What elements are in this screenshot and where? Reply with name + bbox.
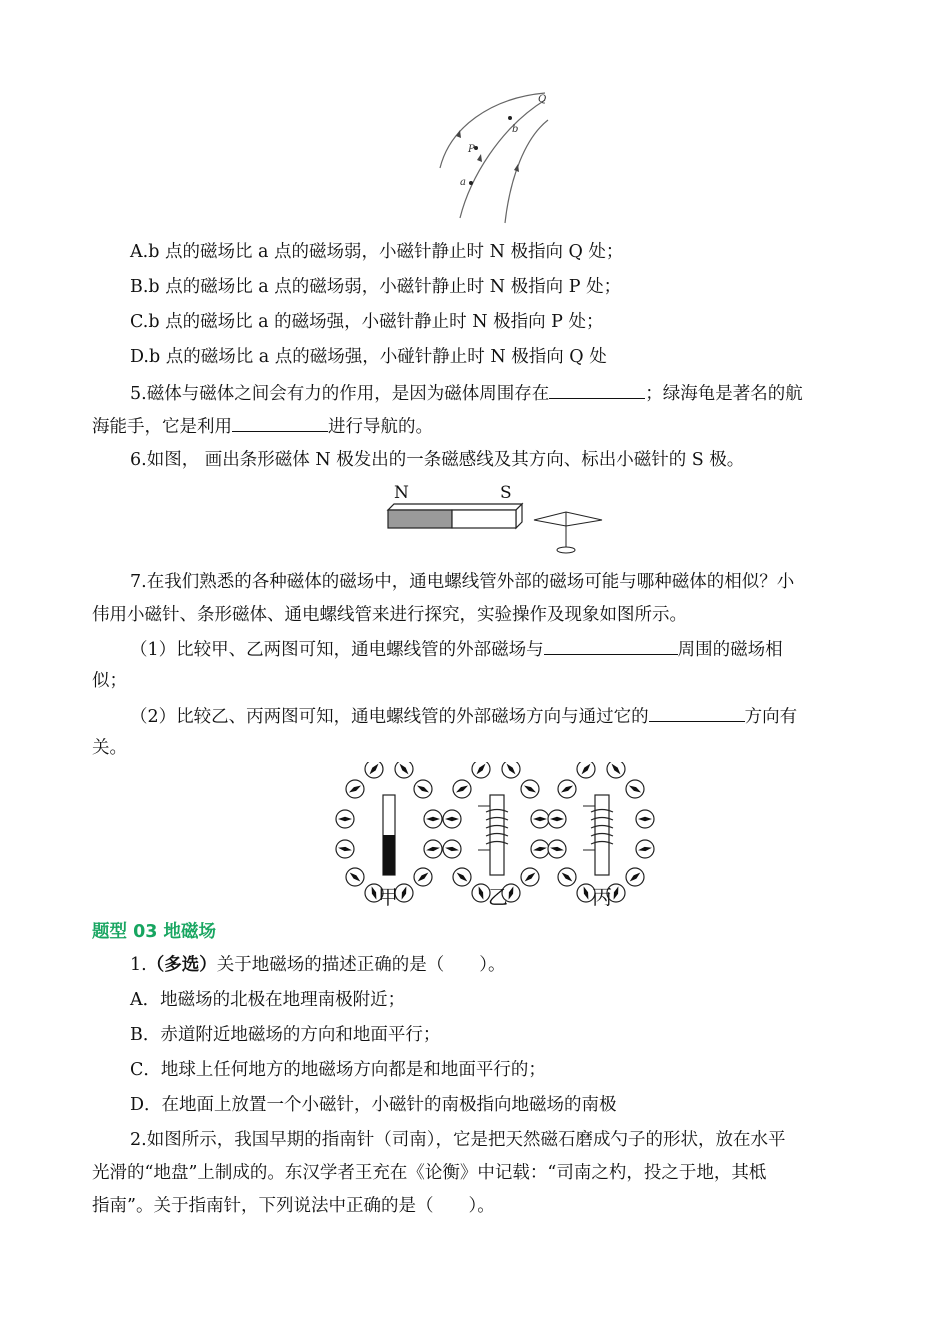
compass-icon	[548, 810, 566, 828]
q1-option-b: B．赤道附近地磁场的方向和地面平行；	[130, 1025, 441, 1045]
q7-sub2-text-b: 方向有	[744, 707, 798, 727]
answer-blank[interactable]	[232, 413, 328, 432]
q5-text-d: 进行导航的。	[328, 417, 433, 437]
q7-sub1-cont: 似；	[92, 671, 127, 691]
solenoid-compass-figure	[330, 762, 662, 910]
q2-line3: 指南”。关于指南针，下列说法中正确的是（ ）。	[92, 1196, 495, 1216]
q2-line2: 光滑的“地盘”上制成的。东汉学者王充在《论衡》中记载：“司南之杓，投之于地，其柢	[92, 1163, 767, 1183]
label-b: b	[512, 124, 519, 135]
compass-icon	[607, 762, 625, 778]
q4-option-c: C.b 点的磁场比 a 的磁场强，小磁针静止时 N 极指向 P 处；	[130, 312, 604, 332]
compass-icon	[395, 762, 413, 778]
q5-text-a: 5.磁体与磁体之间会有力的作用，是因为磁体周围存在	[130, 384, 550, 404]
q7-sub1-text-b: 周围的磁场相	[677, 640, 783, 660]
q1-option-c: C．地球上任何地方的地磁场方向都是和地面平行的；	[130, 1060, 546, 1080]
compass-icon	[531, 840, 549, 858]
compass-icon	[336, 840, 354, 858]
solenoid-yi	[478, 795, 508, 875]
q7-sub2-text-a: （2）比较乙、丙两图可知，通电螺线管的外部磁场方向与通过它的	[130, 707, 649, 727]
compass-icon	[548, 840, 566, 858]
q2-line1: 2.如图所示，我国早期的指南针（司南），它是把天然磁石磨成勺子的形状，放在水平	[130, 1130, 786, 1150]
compass-icon	[558, 780, 576, 798]
magnet-s-half	[452, 510, 516, 528]
answer-blank[interactable]	[649, 703, 745, 722]
q4-option-a: A.b 点的磁场比 a 点的磁场弱，小磁针静止时 N 极指向 Q 处；	[130, 242, 624, 262]
section-heading: 题型 03 地磁场	[92, 922, 217, 942]
compass-base	[557, 547, 575, 553]
q5-text-b: ；绿海龟是著名的航	[645, 384, 803, 404]
compass-icon	[346, 868, 364, 886]
compass-icon	[577, 762, 595, 778]
label-a: a	[460, 177, 466, 188]
q1-stem	[130, 953, 505, 977]
compass-needle	[534, 512, 602, 526]
q7-sub2	[130, 703, 797, 729]
label-bing: 丙	[592, 885, 612, 909]
compass-icon	[521, 780, 539, 798]
q1-option-d: D．在地面上放置一个小磁针，小磁针的南极指向地磁场的南极	[130, 1095, 617, 1115]
bar-magnet-dark-half	[383, 835, 395, 875]
bar-magnet-figure	[384, 478, 608, 558]
compass-icon	[472, 762, 490, 778]
q5-line1	[130, 380, 803, 406]
q5-text-c: 海能手，它是利用	[92, 417, 232, 437]
magnet-n-half	[388, 510, 452, 528]
answer-blank[interactable]	[544, 636, 678, 655]
compass-icon	[346, 780, 364, 798]
compass-icon	[443, 810, 461, 828]
compass-icon	[636, 840, 654, 858]
compass-icon	[336, 810, 354, 828]
compass-icon	[502, 762, 520, 778]
q7-sub1-text-a: （1）比较甲、乙两图可知，通电螺线管的外部磁场与	[130, 640, 544, 660]
compass-icon	[424, 810, 442, 828]
q7-sub1	[130, 636, 783, 662]
compass-icon	[558, 868, 576, 886]
field-lines-figure	[430, 88, 560, 228]
q6-text: 6.如图， 画出条形磁体 N 极发出的一条磁感线及其方向、标出小磁针的 S 极。	[130, 450, 745, 470]
label-p: P	[468, 144, 475, 155]
q5-line2	[92, 413, 433, 439]
q1-tag: （多选）	[146, 955, 217, 975]
compass-icon	[443, 840, 461, 858]
compass-icon	[414, 868, 432, 886]
compass-icon	[453, 780, 471, 798]
compass-icon	[453, 868, 471, 886]
q4-option-b: B.b 点的磁场比 a 点的磁场弱，小磁针静止时 N 极指向 P 处；	[130, 277, 622, 297]
compass-icon	[414, 780, 432, 798]
q1-text: 关于地磁场的描述正确的是（ ）。	[216, 955, 506, 975]
q4-option-d: D.b 点的磁场比 a 点的磁场强，小碰针静止时 N 极指向 Q 处	[130, 347, 607, 367]
q7-line1: 7.在我们熟悉的各种磁体的磁场中，通电螺线管外部的磁场可能与哪种磁体的相似？小	[130, 572, 795, 592]
q1-number: 1.	[130, 955, 147, 975]
compass-icon	[626, 780, 644, 798]
compass-icon	[626, 868, 644, 886]
solenoid-bing	[583, 795, 613, 875]
q7-sub2-cont: 关。	[92, 738, 127, 758]
compass-icon	[521, 868, 539, 886]
compass-icon	[424, 840, 442, 858]
compass-icon	[636, 810, 654, 828]
label-jia: 甲	[378, 885, 398, 909]
q1-option-a: A．地磁场的北极在地理南极附近；	[130, 990, 406, 1010]
answer-blank[interactable]	[549, 380, 645, 399]
compass-icon	[531, 810, 549, 828]
compass-icon	[365, 762, 383, 778]
label-q: Q	[538, 94, 547, 105]
label-s: S	[500, 483, 512, 503]
label-n: N	[394, 483, 409, 503]
q7-line2: 伟用小磁针、条形磁体、通电螺线管来进行探究，实验操作及现象如图所示。	[92, 605, 687, 625]
label-yi: 乙	[488, 885, 508, 909]
